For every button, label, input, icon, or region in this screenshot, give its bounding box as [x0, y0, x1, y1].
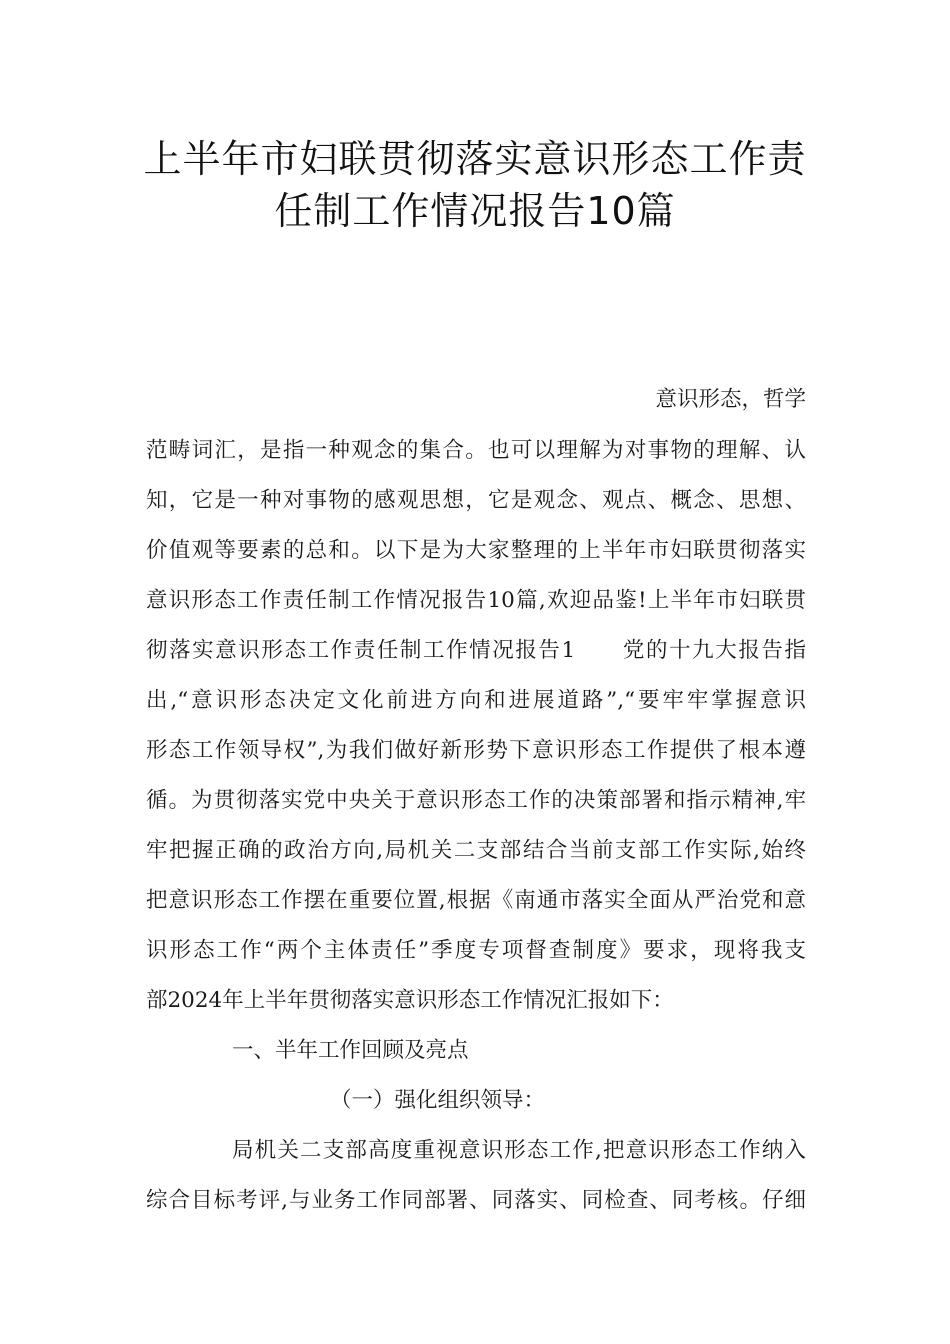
paragraph-line: 综合目标考评,与业务工作同部署、同落实、同检查、同考核。仔细	[146, 1188, 806, 1213]
body-line: 出,“意识形态决定文化前进方向和进展道路”,“要牢牢掌握意识	[146, 688, 806, 713]
body-line: 彻落实意识形态工作责任制工作情况报告1 党的十九大报告指	[146, 638, 806, 663]
body-line: 循。为贯彻落实党中央关于意识形态工作的决策部署和指示精神,牢	[146, 788, 806, 813]
body-line: 范畴词汇，是指一种观念的集合。也可以理解为对事物的理解、认	[146, 438, 806, 463]
body-line: 知，它是一种对事物的感观思想，它是观念、观点、概念、思想、	[146, 488, 806, 513]
body-line: 把意识形态工作摆在重要位置,根据《南通市落实全面从严治党和意	[146, 888, 806, 913]
body-line: 牢把握正确的政治方向,局机关二支部结合当前支部工作实际,始终	[146, 838, 806, 863]
body-line: 识形态工作“两个主体责任”季度专项督查制度》要求，现将我支	[146, 938, 806, 963]
body-line: 部2024年上半年贯彻落实意识形态工作情况汇报如下：	[146, 988, 674, 1013]
document-title-line-1: 上半年市妇联贯彻落实意识形态工作责	[143, 137, 807, 181]
body-line: 形态工作领导权”,为我们做好新形势下意识形态工作提供了根本遵	[146, 738, 806, 763]
paragraph-line: 局机关二支部高度重视意识形态工作,把意识形态工作纳入	[232, 1138, 806, 1163]
body-line: 意识形态工作责任制工作情况报告10篇,欢迎品鉴!上半年市妇联贯	[146, 588, 806, 613]
section-heading: 一、半年工作回顾及亮点	[232, 1038, 469, 1063]
subsection-heading: （一）强化组织领导：	[330, 1088, 546, 1113]
intro-first-line: 意识形态，哲学	[655, 387, 806, 412]
document-title-line-2: 任制工作情况报告10篇	[274, 189, 676, 233]
body-line: 价值观等要素的总和。以下是为大家整理的上半年市妇联贯彻落实	[146, 538, 806, 563]
